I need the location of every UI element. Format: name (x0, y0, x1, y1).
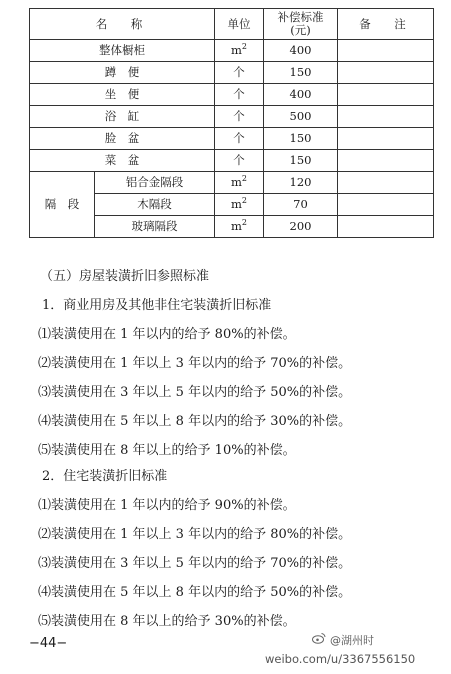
row-remark (338, 62, 434, 84)
row-name: 玻璃隔段 (95, 216, 215, 238)
row-unit: 个 (215, 128, 264, 150)
table-row (30, 40, 434, 62)
list-item: ⑴装潢使用在 1 年以内的给予 80%的补偿。 (38, 327, 296, 342)
row-name: 整体橱柜 (30, 40, 215, 62)
row-name: 铝合金隔段 (95, 172, 215, 194)
header-standard: 补偿标准(元) (264, 9, 338, 40)
row-remark (338, 106, 434, 128)
row-unit: $m^2$ (215, 216, 264, 238)
row-unit: $m^2$ (215, 40, 264, 62)
header-remark: 备 注 (338, 9, 434, 40)
header-unit: 单位 (215, 9, 264, 40)
table-row (30, 172, 434, 194)
row-unit: $m^2$ (215, 194, 264, 216)
table-header-row (30, 9, 434, 40)
group-label: 隔 段 (30, 172, 95, 238)
row-remark (338, 40, 434, 62)
list-item: ⑷装潢使用在 5 年以上 8 年以内的给予 50%的补偿。 (38, 585, 352, 600)
row-name: 菜 盆 (30, 150, 215, 172)
table-row (30, 106, 434, 128)
page-number: −44− (29, 636, 68, 651)
row-unit: 个 (215, 106, 264, 128)
table-row (30, 150, 434, 172)
row-name: 脸 盆 (30, 128, 215, 150)
list-item: ⑴装潢使用在 1 年以内的给予 90%的补偿。 (38, 498, 296, 513)
row-value: 150 (264, 150, 338, 172)
table-row (30, 84, 434, 106)
row-unit: $m^2$ (215, 172, 264, 194)
row-value: 400 (264, 84, 338, 106)
row-remark (338, 84, 434, 106)
row-name: 木隔段 (95, 194, 215, 216)
list-item: ⑷装潢使用在 5 年以上 8 年以内的给予 30%的补偿。 (38, 414, 352, 429)
subsection-title: 2．住宅装潢折旧标准 (42, 469, 168, 484)
row-remark (338, 172, 434, 194)
subsection-title: 1．商业用房及其他非住宅装潢折旧标准 (42, 298, 272, 313)
row-unit: 个 (215, 150, 264, 172)
row-remark (338, 216, 434, 238)
row-value: 150 (264, 128, 338, 150)
list-item: ⑸装潢使用在 8 年以上的给予 10%的补偿。 (38, 443, 296, 458)
section-title: （五）房屋装潢折旧参照标准 (40, 269, 210, 284)
row-remark (338, 150, 434, 172)
row-name: 坐 便 (30, 84, 215, 106)
row-remark (338, 194, 434, 216)
row-value: 150 (264, 62, 338, 84)
row-name: 蹲 便 (30, 62, 215, 84)
header-name: 名 称 (30, 9, 215, 40)
list-item: ⑵装潢使用在 1 年以上 3 年以内的给予 70%的补偿。 (38, 356, 352, 371)
row-remark (338, 128, 434, 150)
watermark-name: @湖州时 (330, 634, 374, 647)
row-unit: 个 (215, 84, 264, 106)
list-item: ⑶装潢使用在 3 年以上 5 年以内的给予 50%的补偿。 (38, 385, 352, 400)
row-value: 200 (264, 216, 338, 238)
row-value: 70 (264, 194, 338, 216)
row-name: 浴 缸 (30, 106, 215, 128)
watermark-url: weibo.com/u/3367556150 (265, 652, 416, 666)
list-item: ⑵装潢使用在 1 年以上 3 年以内的给予 80%的补偿。 (38, 527, 352, 542)
list-item: ⑶装潢使用在 3 年以上 5 年以内的给予 70%的补偿。 (38, 556, 352, 571)
weibo-logo-icon (312, 632, 326, 644)
table-row (30, 62, 434, 84)
compensation-table (29, 8, 434, 238)
list-item: ⑸装潢使用在 8 年以上的给予 30%的补偿。 (38, 614, 296, 629)
table-row (30, 128, 434, 150)
row-value: 120 (264, 172, 338, 194)
row-value: 400 (264, 40, 338, 62)
row-unit: 个 (215, 62, 264, 84)
row-value: 500 (264, 106, 338, 128)
